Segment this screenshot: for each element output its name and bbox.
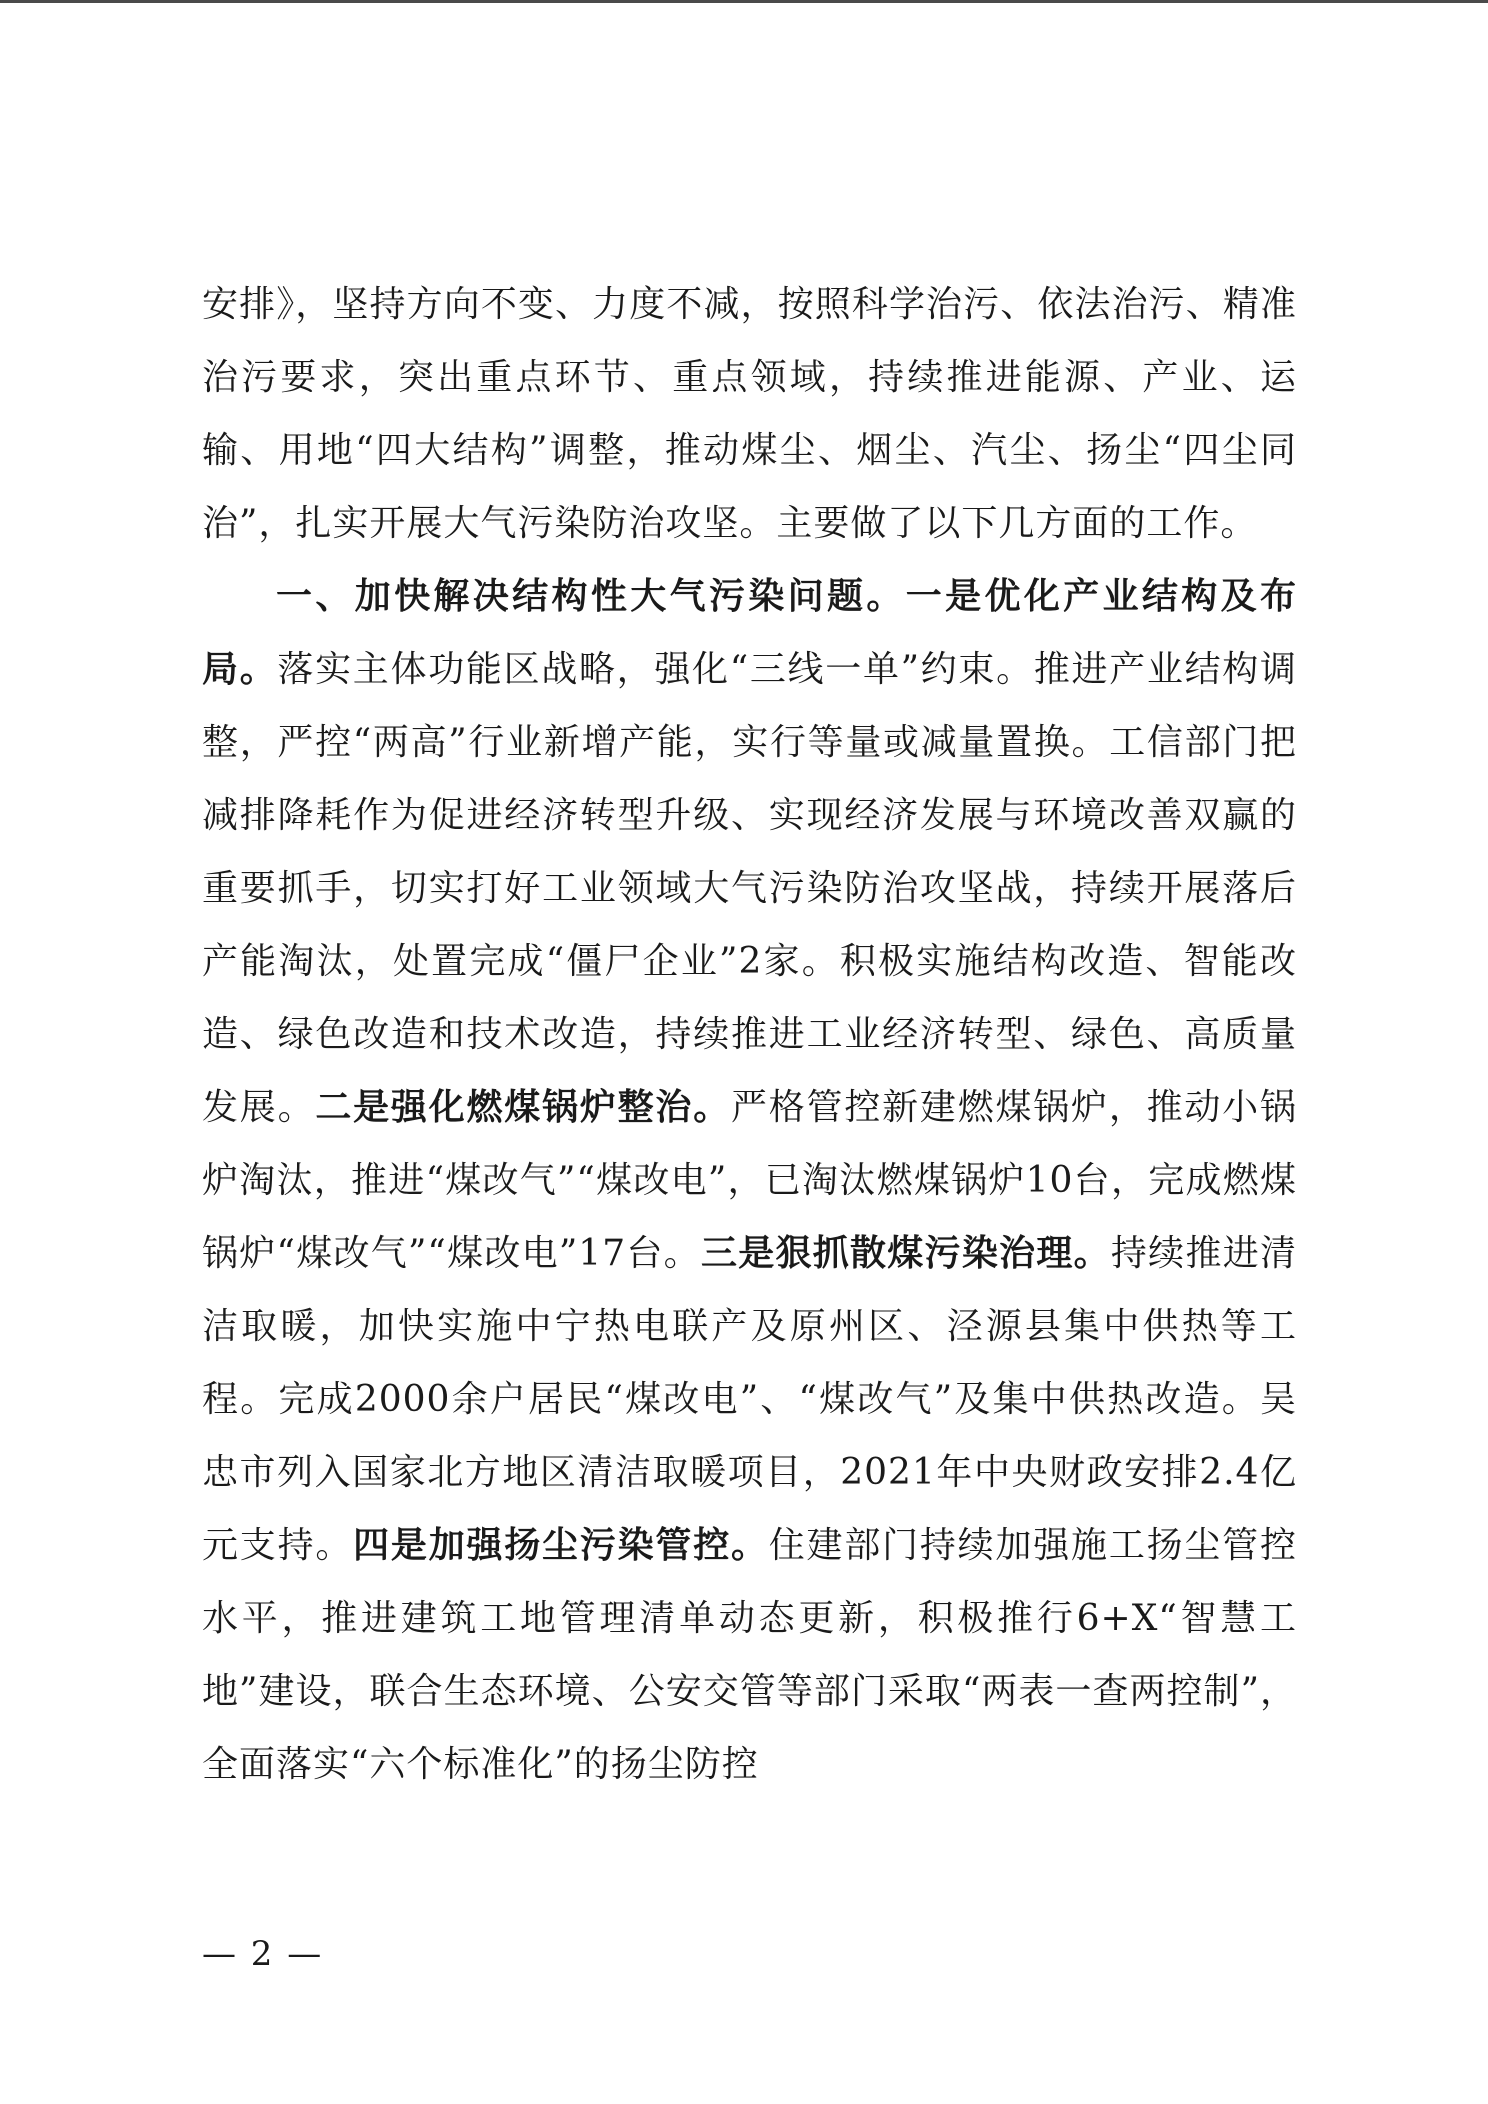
point-one-text: 落实主体功能区战略，强化“三线一单”约束。推进产业结构调整，严控“两高”行业新增产能，实行等量或减量置换。工信部门把减排降耗作为促进经济转型升级、实现经济发展与环境改善双赢的重要抓手，切实打好工业领域大气污染防治攻坚战，持续开展落后产能淘汰，处置完成“僵尸企业”2家。积极实施结构改造、智能改造、绿色改造和技术改造，持续推进工业经济转型、绿色、高质量发展。 xyxy=(202,649,1297,1128)
paragraph-intro: 安排》，坚持方向不变、力度不减，按照科学治污、依法治污、精准治污要求，突出重点环节、重点领域，持续推进能源、产业、运输、用地“四大结构”调整，推动煤尘、烟尘、汽尘、扬尘“四尘同治”，扎实开展大气污染防治攻坚。主要做了以下几方面的工作。 xyxy=(202,284,1297,544)
point-three-text: 持续推进清洁取暖，加快实施中宁热电联产及原州区、泾源县集中供热等工程。完成2000余户居民“煤改电”、“煤改气”及集中供热改造。吴忠市列入国家北方地区清洁取暖项目，2021年中央财政安排2.4亿元支持。 xyxy=(202,1233,1297,1566)
point-three-title: 三是狠抓散煤污染治理。 xyxy=(700,1233,1111,1274)
top-border-line xyxy=(0,0,1488,3)
point-two-text: 严格管控新建燃煤锅炉，推动小锅炉淘汰，推进“煤改气”“煤改电”，已淘汰燃煤锅炉10台，完成燃煤锅炉“煤改气”“煤改电”17台。 xyxy=(202,1087,1297,1274)
point-four-title: 四是加强扬尘污染管控。 xyxy=(353,1525,769,1566)
body-text xyxy=(202,268,1297,1801)
page-number: — 2 — xyxy=(202,1934,324,1974)
paragraph-section-one xyxy=(202,560,1297,1801)
point-one-title: 一是优化产业结构及布局。 xyxy=(202,576,1297,690)
section-heading: 一、加快解决结构性大气污染问题。 xyxy=(276,576,906,617)
point-two-title: 二是强化燃煤锅炉整治。 xyxy=(315,1087,731,1128)
point-four-text: 住建部门持续加强施工扬尘管控水平，推进建筑工地管理清单动态更新，积极推行6+X“智慧工地”建设，联合生态环境、公安交管等部门采取“两表一查两控制”，全面落实“六个标准化”的扬尘防控 xyxy=(202,1525,1297,1785)
